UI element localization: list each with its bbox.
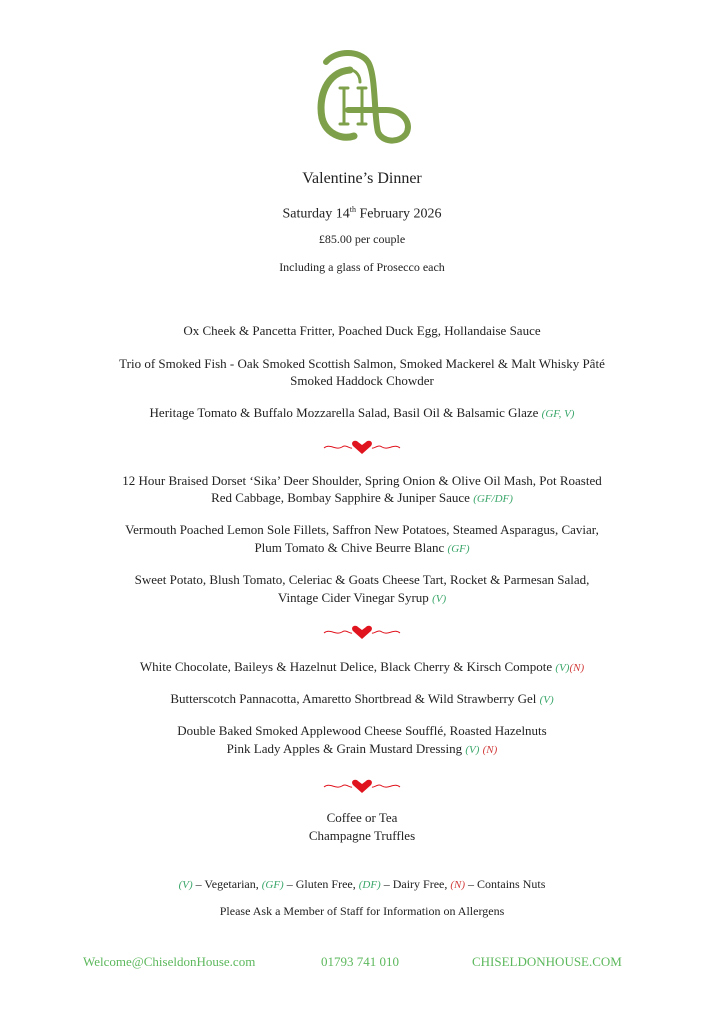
dietary-tag: (GF, V) [541,408,575,420]
dietary-tag: (V) [432,593,447,605]
key-gf: (GF) [261,879,284,891]
dessert-1 [0,658,724,677]
key-v: (V) [178,879,193,891]
main-3-line-2 [0,589,724,608]
dessert-3-line-2 [0,740,724,759]
starter-3 [0,404,724,423]
starter-2-line-1: Trio of Smoked Fish - Oak Smoked Scottish Salmon, Smoked Mackerel & Malt Whisky Pâté [119,356,605,371]
dessert-2-text: Butterscotch Pannacotta, Amaretto Shortbread & Wild Strawberry Gel [170,691,540,706]
dessert-1-text: White Chocolate, Baileys & Hazelnut Delice, Black Cherry & Kirsch Compote [139,659,556,674]
starter-2-line-2: Smoked Haddock Chowder [290,373,434,388]
nuts-tag: (N) [569,662,585,674]
heart-divider-icon [322,778,402,794]
dietary-tag: (V) [539,694,554,706]
dietary-tag: (GF/DF) [473,493,513,505]
heart-divider-icon [322,624,402,640]
main-2-text: Plum Tomato & Chive Beurre Blanc [254,540,448,555]
price: £85.00 per couple [318,232,406,246]
main-1-line-2 [0,489,724,508]
main-3-text: Vintage Cider Vinegar Syrup [277,590,433,605]
dessert-2 [0,690,724,709]
coffee-line-2: Champagne Truffles [308,828,416,843]
footer-email-link[interactable]: Welcome@ChiseldonHouse.com [83,954,256,969]
dessert-3-line-1: Double Baked Smoked Applewood Cheese Soufflé, Roasted Hazelnuts [177,723,547,738]
coffee-line-1: Coffee or Tea [326,810,398,825]
starter-1: Ox Cheek & Pancetta Fritter, Poached Duck Egg, Hollandaise Sauce [183,323,541,338]
dietary-tag: (V) [465,744,480,756]
dessert-3-text: Pink Lady Apples & Grain Mustard Dressing [226,741,466,756]
main-2-line-1: Vermouth Poached Lemon Sole Fillets, Saffron New Potatoes, Steamed Asparagus, Caviar, [125,522,599,537]
footer-phone: 01793 741 010 [321,954,399,969]
dietary-tag: (V) [555,662,570,674]
menu-title: Valentine’s Dinner [302,170,422,187]
chiseldon-house-logo [312,48,416,148]
date-text-end: February 2026 [355,206,442,222]
main-2-line-2 [0,539,724,558]
date-suffix: th [349,205,356,214]
nuts-tag: (N) [482,744,498,756]
main-1-line-1: 12 Hour Braised Dorset ‘Sika’ Deer Shoulder, Spring Onion & Olive Oil Mash, Pot Roasted [122,473,602,488]
key-df-label: – Dairy Free, [380,877,451,891]
dietary-key [0,876,724,894]
key-df: (DF) [358,879,381,891]
key-v-label: – Vegetarian, [192,877,262,891]
key-n-label: – Contains Nuts [465,877,546,891]
dietary-tag: (GF) [447,543,470,555]
prosecco-note: Including a glass of Prosecco each [279,260,445,274]
key-gf-label: – Gluten Free, [283,877,359,891]
allergen-note: Please Ask a Member of Staff for Information on Allergens [219,904,505,918]
date-text: Saturday 14 [282,206,350,222]
event-date [0,201,724,223]
footer-website-link[interactable]: CHISELDONHOUSE.COM [472,954,622,969]
key-n: (N) [450,879,466,891]
main-3-line-1: Sweet Potato, Blush Tomato, Celeriac & Goats Cheese Tart, Rocket & Parmesan Salad, [134,572,590,587]
starter-3-text: Heritage Tomato & Buffalo Mozzarella Salad, Basil Oil & Balsamic Glaze [149,405,542,420]
main-1-text: Red Cabbage, Bombay Sapphire & Juniper Sauce [211,490,474,505]
heart-divider-icon [322,439,402,455]
